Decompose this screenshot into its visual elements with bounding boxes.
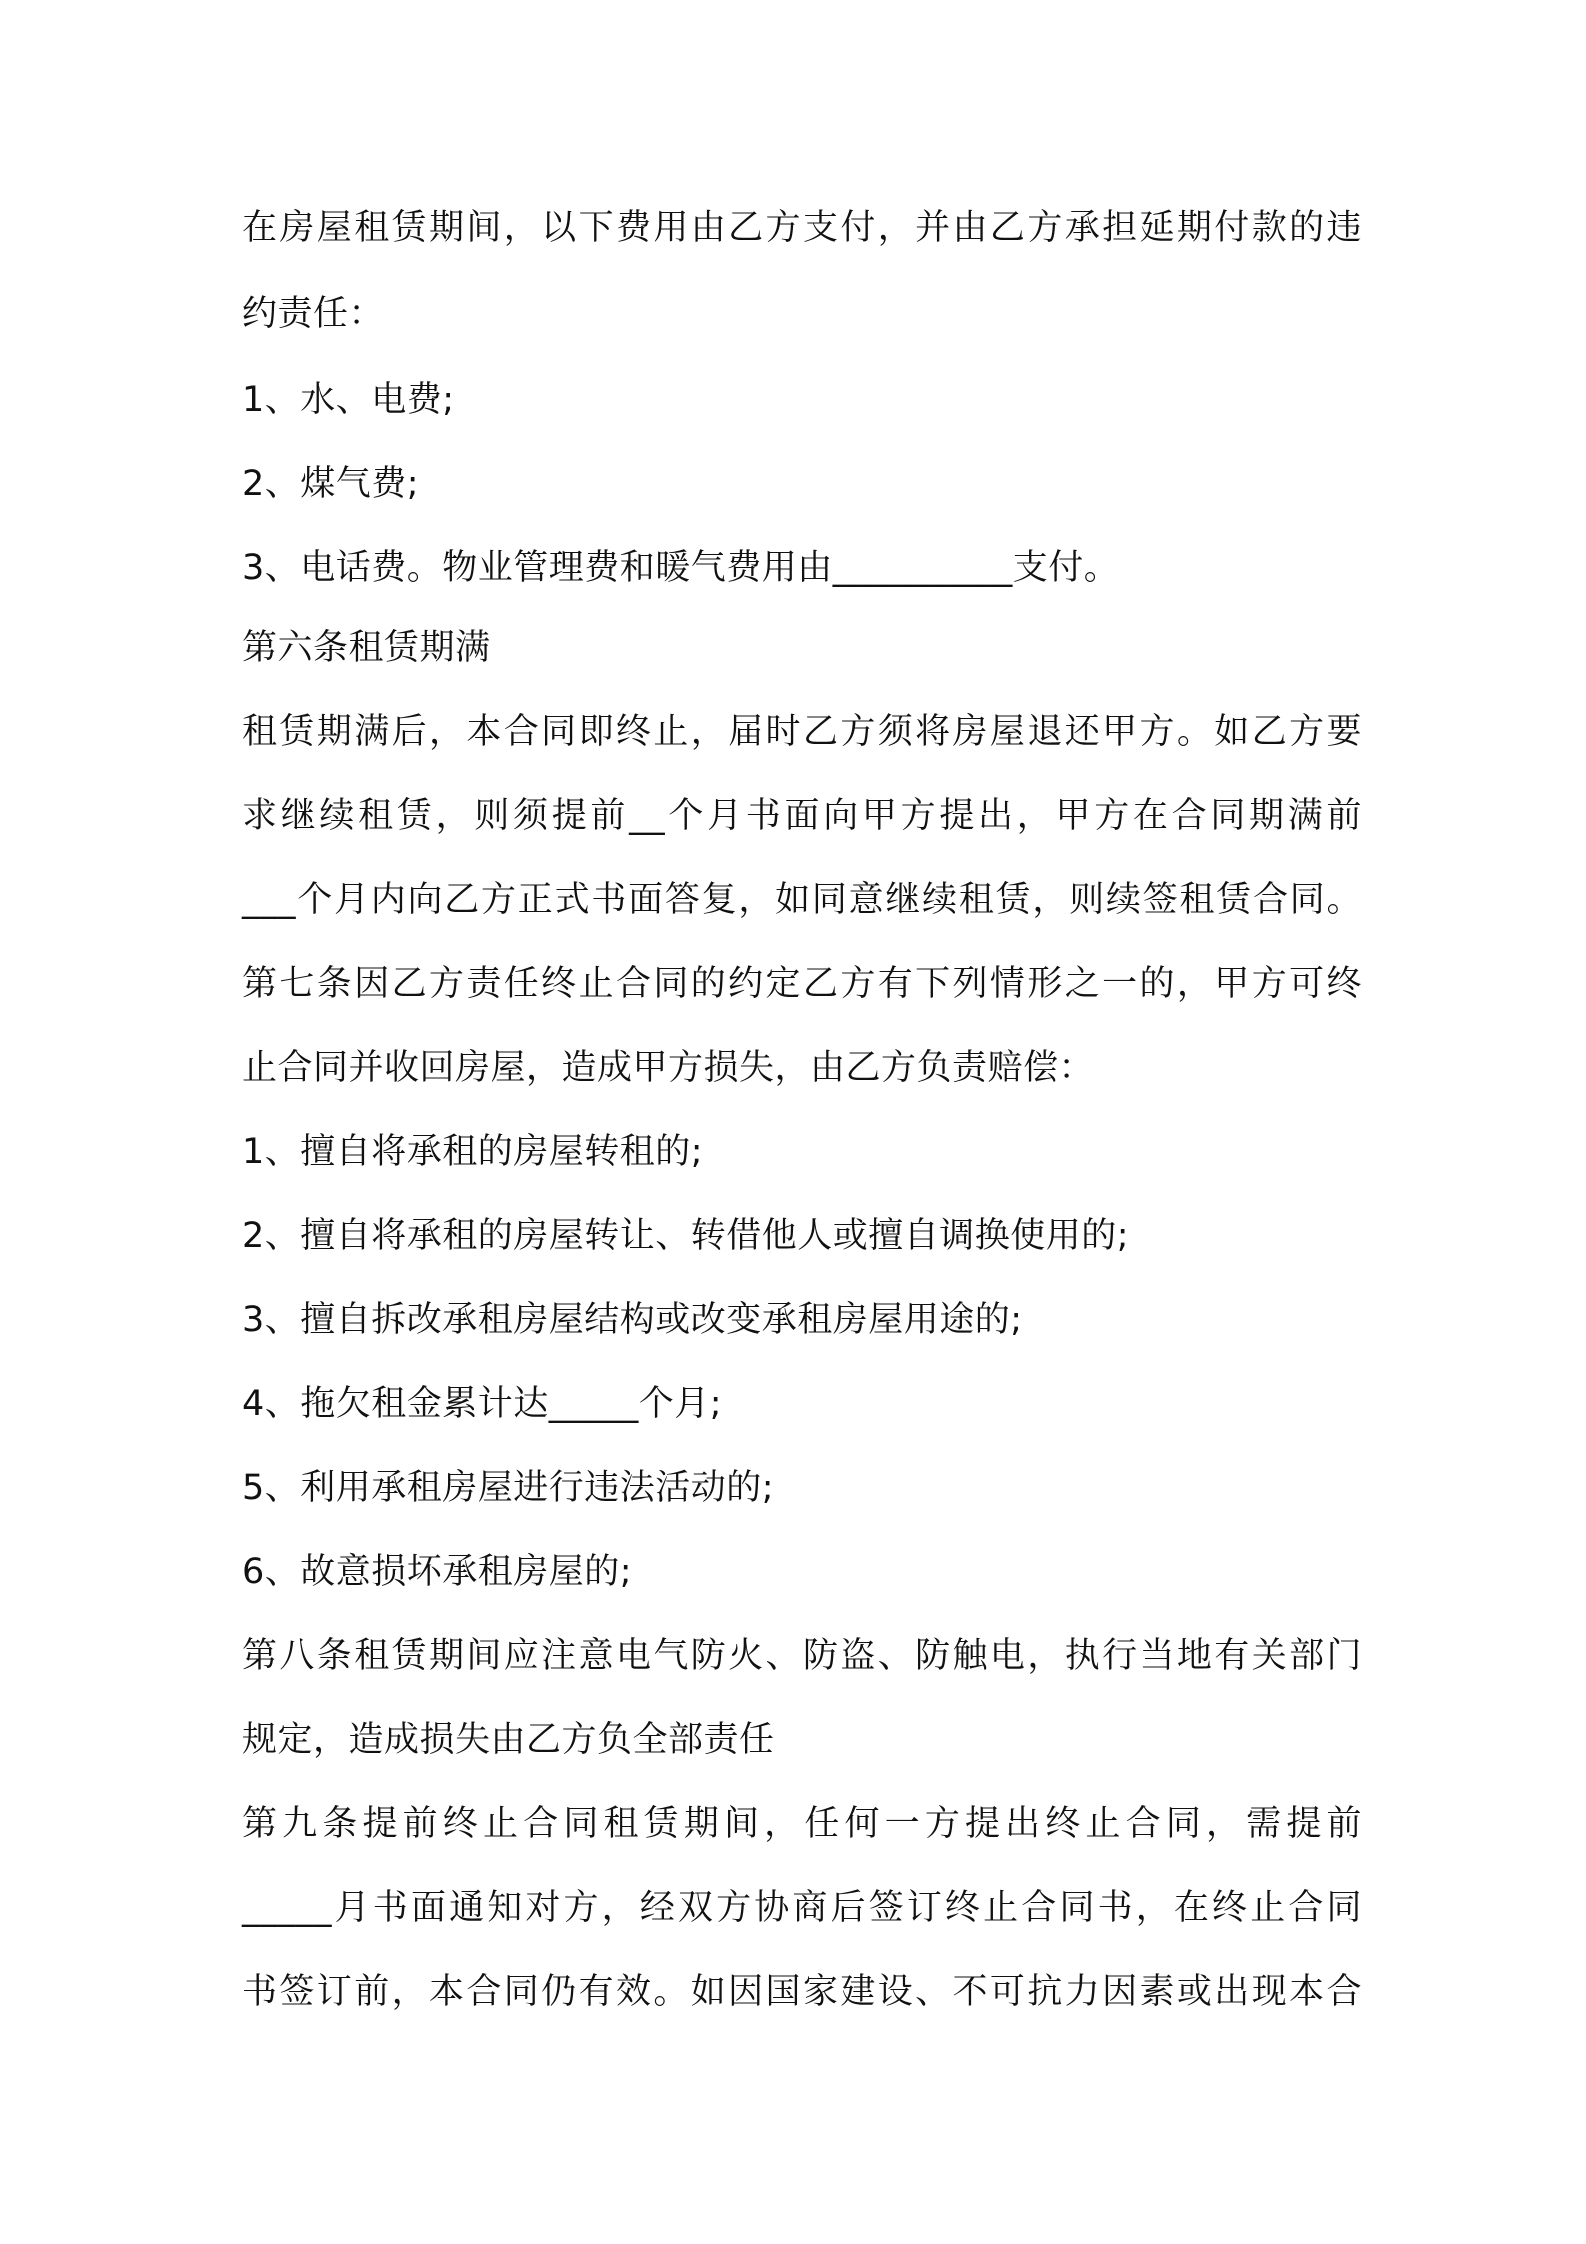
list-item: 1、擅自将承租的房屋转租的;	[242, 1132, 704, 1172]
list-item: 6、故意损坏承租房屋的;	[242, 1552, 633, 1592]
text-line: 第九条提前终止合同租赁期间，任何一方提出终止合同，需提前	[242, 1804, 1362, 1844]
text-line: ___个月内向乙方正式书面答复，如同意继续租赁，则续签租赁合同。	[242, 880, 1362, 920]
list-item: 2、擅自将承租的房屋转让、转借他人或擅自调换使用的;	[242, 1216, 1130, 1256]
text-line: 规定，造成损失由乙方负全部责任	[242, 1720, 775, 1760]
text-line: 租赁期满后，本合同即终止，届时乙方须将房屋退还甲方。如乙方要	[242, 712, 1362, 752]
list-item: 1、水、电费;	[242, 380, 455, 420]
list-item: 2、煤气费;	[242, 464, 420, 504]
text-line: 在房屋租赁期间，以下费用由乙方支付，并由乙方承担延期付款的违	[242, 208, 1362, 248]
section-heading: 第六条租赁期满	[242, 628, 491, 668]
text-line: _____月书面通知对方，经双方协商后签订终止合同书，在终止合同	[242, 1888, 1362, 1928]
text-line: 止合同并收回房屋，造成甲方损失，由乙方负责赔偿：	[242, 1048, 1095, 1088]
text-line: 第八条租赁期间应注意电气防火、防盗、防触电，执行当地有关部门	[242, 1636, 1362, 1676]
list-item: 4、拖欠租金累计达_____个月;	[242, 1384, 723, 1424]
list-item: 3、擅自拆改承租房屋结构或改变承租房屋用途的;	[242, 1300, 1023, 1340]
text-line: 约责任：	[242, 294, 385, 334]
text-line: 书签订前，本合同仍有效。如因国家建设、不可抗力因素或出现本合	[242, 1972, 1362, 2012]
text-line: 求继续租赁，则须提前__个月书面向甲方提出，甲方在合同期满前	[242, 796, 1362, 836]
list-item: 3、电话费。物业管理费和暖气费用由__________支付。	[242, 548, 1120, 588]
list-item: 5、利用承租房屋进行违法活动的;	[242, 1468, 775, 1508]
text-line: 第七条因乙方责任终止合同的约定乙方有下列情形之一的，甲方可终	[242, 964, 1362, 1004]
